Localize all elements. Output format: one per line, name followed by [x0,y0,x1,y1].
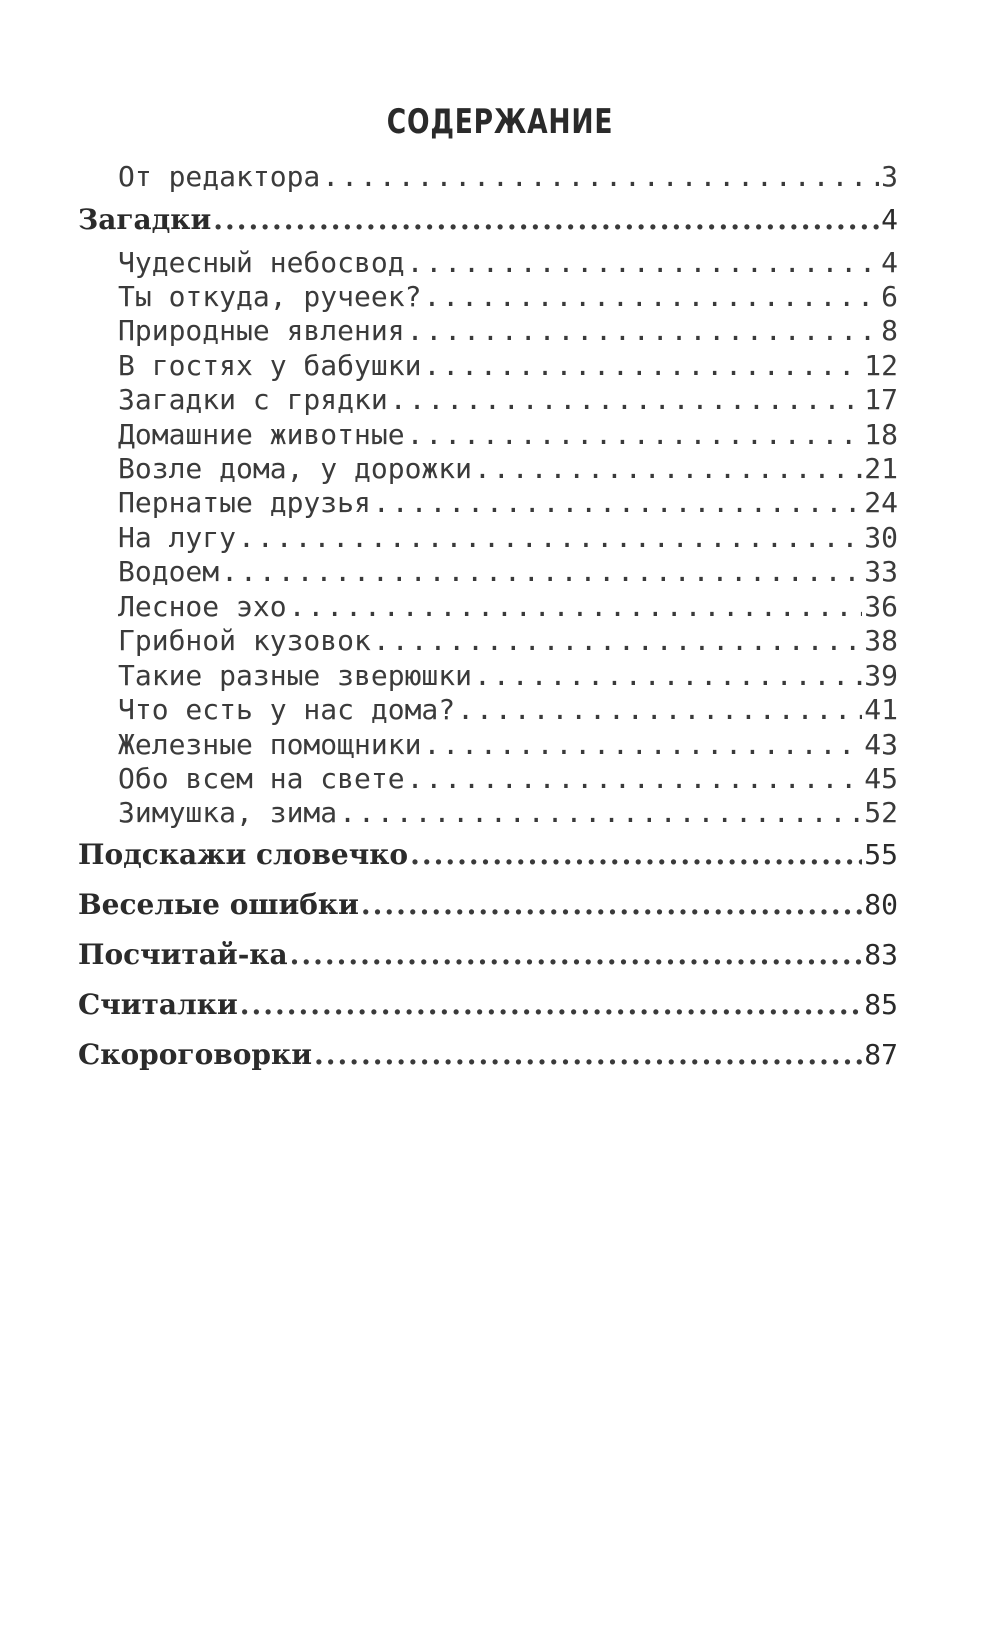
toc-section[interactable] [78,938,898,971]
toc-entry-label: Водоем [118,555,220,588]
dot-leader [213,203,879,236]
toc-entry-label: Такие разные зверюшки [118,659,473,692]
toc-entry[interactable] [78,521,898,554]
toc-entry-page: 39 [864,659,898,692]
dot-leader [407,314,880,347]
dot-leader [474,452,862,485]
page-title: СОДЕРЖАНИЕ [386,102,614,142]
dot-leader [221,555,862,588]
toc-section[interactable] [78,838,898,871]
toc-entry-page: 33 [864,555,898,588]
dot-leader [373,624,862,657]
toc-section-page: 80 [864,888,898,921]
toc-entry-label: Зимушка, зима [118,796,338,829]
toc-section-page: 55 [864,838,898,871]
dot-leader [407,418,863,451]
toc-entry-label: От редактора [118,160,321,193]
dot-leader [314,1038,862,1071]
toc-section[interactable] [78,988,898,1021]
toc-entry[interactable] [78,728,898,761]
toc-entry-label: На лугу [118,521,237,554]
toc-entry-label: Ты откуда, ручеек? [118,280,422,313]
dot-leader [407,762,863,795]
toc-entry-page: 45 [864,762,898,795]
toc-entry-page: 30 [864,521,898,554]
dot-leader [339,796,862,829]
toc-entry[interactable] [78,555,898,588]
toc-entry[interactable] [78,762,898,795]
toc-entry[interactable] [78,280,898,313]
toc-entry-label: Обо всем на свете [118,762,405,795]
toc-entry[interactable] [78,349,898,382]
toc-section-label: Считалки [78,988,238,1021]
toc-entry[interactable] [78,418,898,451]
toc-entry-page: 4 [881,246,898,279]
toc-entry[interactable] [78,452,898,485]
toc-entry-label: Лесное эхо [118,590,287,623]
toc-entry[interactable] [78,486,898,519]
dot-leader [423,280,879,313]
toc-entry[interactable] [78,659,898,692]
toc-section-label: Посчитай-ка [78,938,288,971]
toc-entry[interactable] [78,796,898,829]
toc-section-page: 87 [864,1038,898,1071]
toc-entry[interactable] [78,383,898,416]
toc-entry-page: 17 [864,383,898,416]
dot-leader [423,349,862,382]
toc-section[interactable] [78,1038,898,1071]
dot-leader [373,486,862,519]
toc-entry-label: Грибной кузовок [118,624,371,657]
toc-entry-page: 38 [864,624,898,657]
toc-entry-label: Природные явления [118,314,405,347]
toc-entry-page: 18 [864,418,898,451]
toc-entry-label: Что есть у нас дома? [118,693,456,726]
toc-entry[interactable] [78,590,898,623]
dot-leader [240,988,863,1021]
toc-entry-label: Загадки с грядки [118,383,388,416]
dot-leader [407,246,880,279]
toc-section-page: 85 [864,988,898,1021]
toc-section-page: 83 [864,938,898,971]
toc-section-label: Подскажи словечко [78,838,409,871]
toc-entry-label: В гостях у бабушки [118,349,422,382]
toc-entry-page: 8 [881,314,898,347]
dot-leader [289,590,863,623]
toc-entry-page: 6 [881,280,898,313]
toc-entry-label: Домашние животные [118,418,405,451]
dot-leader [423,728,862,761]
toc-entry-page: 41 [864,693,898,726]
dot-leader [238,521,862,554]
toc-entry-label: Железные помощники [118,728,422,761]
toc-entry-label: Чудесный небосвод [118,246,405,279]
toc-section-label: Загадки [78,203,212,236]
toc-entry-page: 24 [864,486,898,519]
toc-entry-page: 36 [864,590,898,623]
toc-entry-page: 52 [864,796,898,829]
toc-section[interactable] [78,888,898,921]
toc-section-label: Веселые ошибки [78,888,359,921]
dot-leader [457,693,862,726]
toc-entry-label: Пернатые друзья [118,486,371,519]
dot-leader [410,838,862,871]
toc-entry[interactable] [78,314,898,347]
dot-leader [361,888,862,921]
toc-section[interactable] [78,203,898,236]
toc-entry-label: Возле дома, у дорожки [118,452,473,485]
toc-entry-page: 43 [864,728,898,761]
toc-entry[interactable] [78,624,898,657]
dot-leader [390,383,863,416]
dot-leader [322,160,879,193]
dot-leader [474,659,862,692]
toc-entry-page: 21 [864,452,898,485]
toc-section-label: Скороговорки [78,1038,312,1071]
toc-entry[interactable] [78,160,898,193]
toc-section-page: 4 [881,203,898,236]
toc-entry[interactable] [78,693,898,726]
toc-entry-page: 3 [881,160,898,193]
toc-entry[interactable] [78,246,898,279]
toc-entry-page: 12 [864,349,898,382]
dot-leader [290,938,863,971]
